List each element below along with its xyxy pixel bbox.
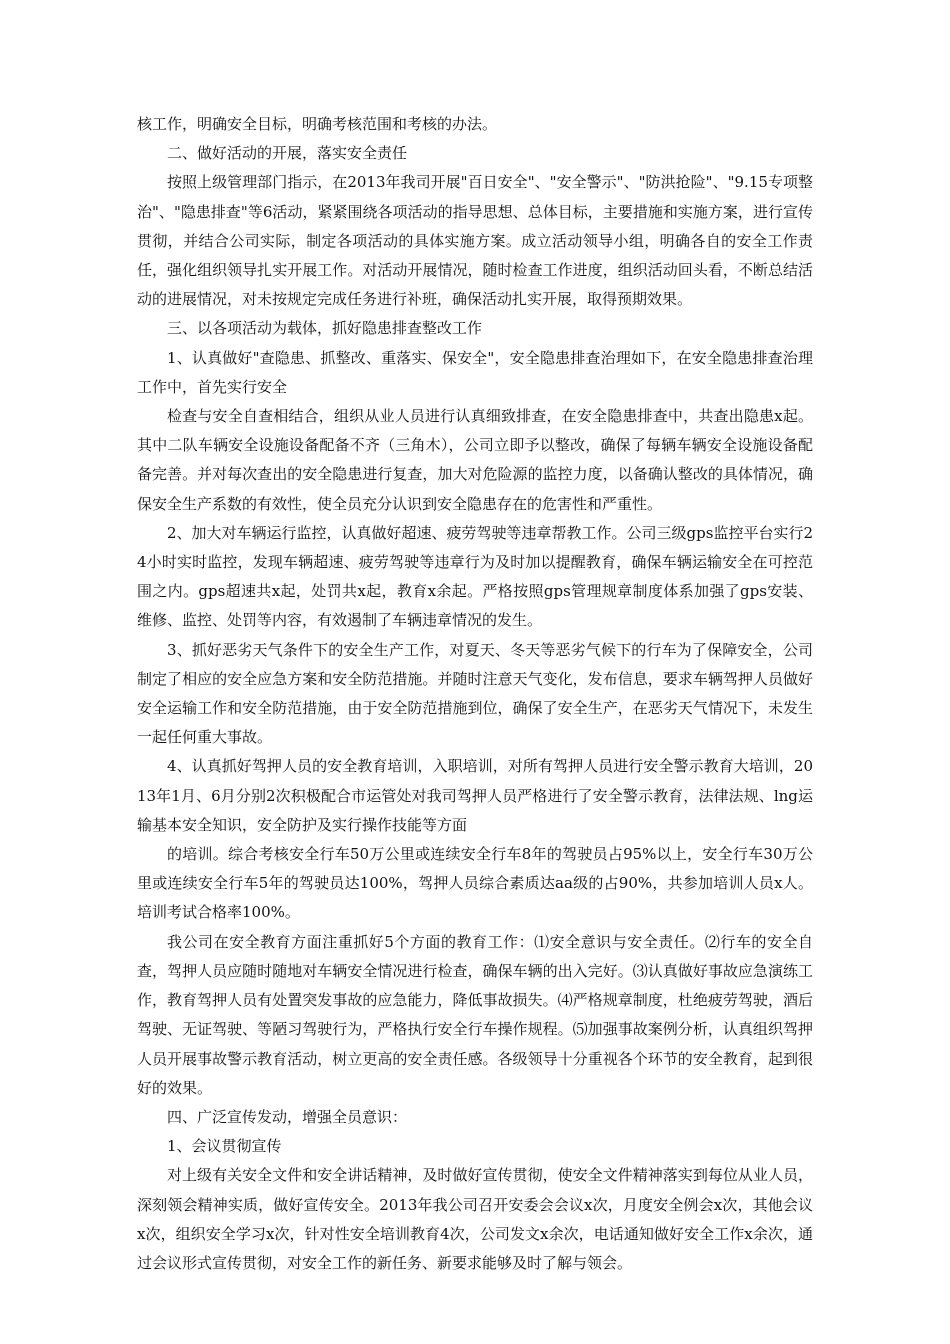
paragraph: 1、认真做好"查隐患、抓整改、重落实、保安全"，安全隐患排查治理如下，在安全隐患排查治理工作中，首先实行安全 [137, 348, 813, 396]
section-heading: 二、做好活动的开展，落实安全责任 [167, 144, 408, 163]
subsection-heading: 1、会议贯彻宣传 [167, 1137, 282, 1156]
document-body [137, 110, 813, 1278]
paragraph: 我公司在安全教育方面注重抓好5个方面的教育工作：⑴安全意识与安全责任。⑵行车的安全自查，驾押人员应随时随地对车辆安全情况进行检查，确保车辆的出入完好。⑶认真做好事故应急演练工作，教育驾押人员有处置突发事故的应急能力，降低事故损失。⑷严格规章制度，杜绝疲劳驾驶，酒后驾驶、无证驾驶、等陋习驾驶行为，严格执行安全行车操作规程。⑸加强事故案例分析，认真组织驾押人员开展事故警示教育活动，树立更高的安全责任感。各级领导十分重视各个环节的安全教育，起到很好的效果。 [137, 932, 813, 1097]
section-heading: 四、广泛宣传发动，增强全员意识： [167, 1107, 408, 1126]
paragraph: 4、认真抓好驾押人员的安全教育培训，入职培训，对所有驾押人员进行安全警示教育大培训，2013年1月、6月分别2次积极配合市运管处对我司驾押人员严格进行了安全警示教育，法律法规、lng运输基本安全知识，安全防护及实行操作技能等方面 [137, 757, 813, 834]
paragraph: 检查与安全自查相结合，组织从业人员进行认真细致排查，在安全隐患排查中，共查出隐患x起。其中二队车辆安全设施设备配备不齐（三角木），公司立即予以整改，确保了每辆车辆安全设施设备配备完善。并对每次查出的安全隐患进行复查，加大对危险源的监控力度，以备确认整改的具体情况，确保安全生产系数的有效性，使全员充分认识到安全隐患存在的危害性和严重性。 [137, 407, 813, 513]
section-heading: 三、以各项活动为载体，抓好隐患排查整改工作 [167, 319, 483, 338]
paragraph: 3、抓好恶劣天气条件下的安全生产工作，对夏天、冬天等恶劣气候下的行车为了保障安全，公司制定了相应的安全应急方案和安全防范措施。并随时注意天气变化，发布信息，要求车辆驾押人员做好安全运输工作和安全防范措施，由于安全防范措施到位，确保了安全生产，在恶劣天气情况下，未发生一起任何重大事故。 [137, 640, 813, 747]
paragraph: 2、加大对车辆运行监控，认真做好超速、疲劳驾驶等违章帮教工作。公司三级gps监控平台实行24小时实时监控，发现车辆超速、疲劳驾驶等违章行为及时加以提醒教育，确保车辆运输安全在可控范围之内。gps超速共x起，处罚共x起，教育x余起。严格按照gps管理规章制度体系加强了gps安装、维修、监控、处罚等内容，有效遏制了车辆违章情况的发生。 [137, 523, 813, 630]
paragraph: 按照上级管理部门指示，在2013年我司开展"百日安全"、"安全警示"、"防洪抢险"、"9.15专项整治"、"隐患排查"等6活动，紧紧围绕各项活动的指导思想、总体目标，主要措施和实施方案，进行宣传贯彻，并结合公司实际，制定各项活动的具体实施方案。成立活动领导小组，明确各自的安全工作责任，强化组织领导扎实开展工作。对活动开展情况，随时检查工作进度，组织活动回头看，不断总结活动的进展情况，对未按规定完成任务进行补班，确保活动扎实开展，取得预期效果。 [137, 173, 813, 309]
paragraph: 的培训。综合考核安全行车50万公里或连续安全行车8年的驾驶员占95%以上，安全行车30万公里或连续安全行车5年的驾驶员达100%，驾押人员综合素质达aa级的占90%，共参加培训人员x人。培训考试合格率100%。 [137, 845, 813, 922]
paragraph: 对上级有关安全文件和安全讲话精神，及时做好宣传贯彻，使安全文件精神落实到每位从业人员，深刻领会精神实质，做好宣传安全。2013年我公司召开安委会会议x次，月度安全例会x次，其他会议x次，组织安全学习x次，针对性安全培训教育4次，公司发文x余次，电话通知做好安全工作x余次，通过会议形式宣传贯彻，对安全工作的新任务、新要求能够及时了解与领会。 [137, 1166, 813, 1272]
paragraph: 核工作，明确安全目标，明确考核范围和考核的办法。 [137, 115, 498, 133]
